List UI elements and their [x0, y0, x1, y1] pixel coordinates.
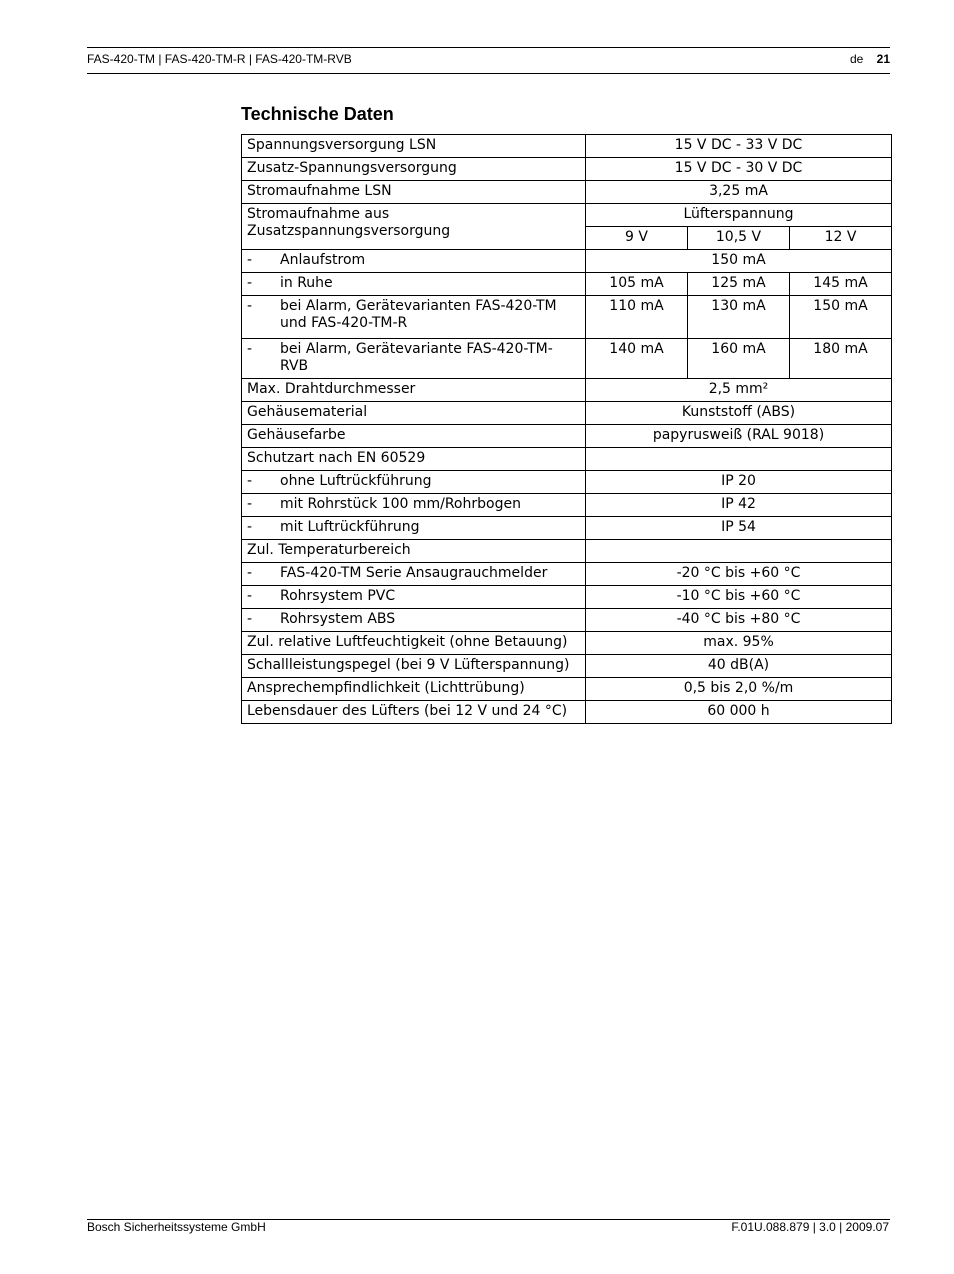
row-value: 60 000 h	[586, 701, 892, 724]
table-row	[242, 586, 892, 609]
sub-label: ohne Luftrückführung	[280, 473, 432, 489]
row-label: Schutzart nach EN 60529	[242, 448, 586, 471]
row-label: Zul. relative Luftfeuchtigkeit (ohne Betauung)	[242, 632, 586, 655]
row-value: IP 20	[586, 471, 892, 494]
list-dash: -	[247, 473, 253, 489]
row-label: Zusatz-Spannungsversorgung	[242, 158, 586, 181]
row-label: Gehäusematerial	[242, 402, 586, 425]
table-row	[242, 655, 892, 678]
row-value: -40 °C bis +80 °C	[586, 609, 892, 632]
row-value: 160 mA	[688, 339, 790, 379]
row-label: Spannungsversorgung LSN	[242, 135, 586, 158]
table-row	[242, 678, 892, 701]
row-value: IP 42	[586, 494, 892, 517]
list-dash: -	[247, 588, 253, 604]
sub-label: bei Alarm, Gerätevarianten FAS-420-TM und FAS-420-TM-R	[280, 298, 557, 331]
row-label: Ansprechempfindlichkeit (Lichttrübung)	[242, 678, 586, 701]
sub-label: Anlaufstrom	[280, 252, 366, 268]
table-row	[242, 563, 892, 586]
row-value: 15 V DC - 33 V DC	[586, 135, 892, 158]
footer-doc-ref: F.01U.088.879 | 3.0 | 2009.07	[731, 1220, 889, 1234]
row-value: 145 mA	[790, 273, 892, 296]
table-row	[242, 379, 892, 402]
row-label	[242, 471, 586, 494]
table-row	[242, 471, 892, 494]
list-dash: -	[247, 252, 253, 268]
row-label	[242, 609, 586, 632]
row-label: Gehäusefarbe	[242, 425, 586, 448]
sub-label: in Ruhe	[280, 275, 333, 291]
sub-label: Rohrsystem PVC	[280, 588, 396, 604]
row-value: -20 °C bis +60 °C	[586, 563, 892, 586]
row-label	[242, 494, 586, 517]
table-row	[242, 402, 892, 425]
row-value: 150 mA	[586, 250, 892, 273]
table-row	[242, 204, 892, 227]
row-label: Schallleistungspegel (bei 9 V Lüfterspannung)	[242, 655, 586, 678]
table-row	[242, 632, 892, 655]
table-row	[242, 339, 892, 379]
row-value: Kunststoff (ABS)	[586, 402, 892, 425]
row-label	[242, 586, 586, 609]
fan-voltage-12v: 12 V	[790, 227, 892, 250]
technical-data-table	[241, 134, 892, 724]
sub-label: mit Rohrstück 100 mm/Rohrbogen	[280, 496, 521, 512]
row-value: 130 mA	[688, 296, 790, 339]
section-title: Technische Daten	[241, 104, 394, 124]
sub-label: mit Luftrückführung	[280, 519, 420, 535]
table-row	[242, 135, 892, 158]
list-dash: -	[247, 519, 253, 535]
header-page-number: 21	[876, 52, 890, 66]
fan-voltage-10-5v: 10,5 V	[688, 227, 790, 250]
table-row	[242, 448, 892, 471]
row-value: 0,5 bis 2,0 %/m	[586, 678, 892, 701]
row-value: 140 mA	[586, 339, 688, 379]
row-value: 2,5 mm²	[586, 379, 892, 402]
row-value: 105 mA	[586, 273, 688, 296]
table-row	[242, 494, 892, 517]
row-label	[242, 296, 586, 339]
table-row	[242, 158, 892, 181]
table-row	[242, 517, 892, 540]
header-page-info	[850, 52, 890, 66]
row-label	[242, 517, 586, 540]
header-bottom-rule	[87, 73, 890, 74]
list-dash: -	[247, 341, 253, 357]
row-value: -10 °C bis +60 °C	[586, 586, 892, 609]
row-label	[242, 563, 586, 586]
row-value: Lüfterspannung	[586, 204, 892, 227]
row-value: IP 54	[586, 517, 892, 540]
row-value: 110 mA	[586, 296, 688, 339]
list-dash: -	[247, 275, 253, 291]
header-language: de	[849, 52, 864, 66]
header-doc-title: FAS-420-TM | FAS-420-TM-R | FAS-420-TM-RVB	[87, 52, 352, 66]
sub-label: FAS-420-TM Serie Ansaugrauchmelder	[280, 565, 548, 581]
header-top-rule	[87, 47, 890, 48]
row-value	[586, 448, 892, 471]
row-label: Stromaufnahme aus Zusatzspannungsversorgung	[242, 204, 586, 250]
row-value: 40 dB(A)	[586, 655, 892, 678]
table-row	[242, 273, 892, 296]
footer-company: Bosch Sicherheitssysteme GmbH	[87, 1220, 266, 1234]
table-row	[242, 250, 892, 273]
list-dash: -	[247, 496, 253, 512]
row-value: 3,25 mA	[586, 181, 892, 204]
row-label: Zul. Temperaturbereich	[242, 540, 586, 563]
row-value: 125 mA	[688, 273, 790, 296]
row-label: Lebensdauer des Lüfters (bei 12 V und 24 °C)	[242, 701, 586, 724]
list-dash: -	[247, 611, 253, 627]
row-label	[242, 339, 586, 379]
row-value: max. 95%	[586, 632, 892, 655]
list-dash: -	[247, 565, 253, 581]
table-row	[242, 425, 892, 448]
table-row	[242, 181, 892, 204]
row-label: Max. Drahtdurchmesser	[242, 379, 586, 402]
row-value	[586, 540, 892, 563]
table-row	[242, 296, 892, 339]
row-value: 150 mA	[790, 296, 892, 339]
row-label: Stromaufnahme LSN	[242, 181, 586, 204]
table-row	[242, 540, 892, 563]
table-row	[242, 609, 892, 632]
table-row	[242, 701, 892, 724]
row-value: 15 V DC - 30 V DC	[586, 158, 892, 181]
list-dash: -	[247, 298, 253, 314]
fan-voltage-9v: 9 V	[586, 227, 688, 250]
row-value: 180 mA	[790, 339, 892, 379]
sub-label: Rohrsystem ABS	[280, 611, 396, 627]
row-label	[242, 250, 586, 273]
row-value: papyrusweiß (RAL 9018)	[586, 425, 892, 448]
row-label	[242, 273, 586, 296]
sub-label: bei Alarm, Gerätevariante FAS-420-TM-RVB	[280, 341, 553, 374]
